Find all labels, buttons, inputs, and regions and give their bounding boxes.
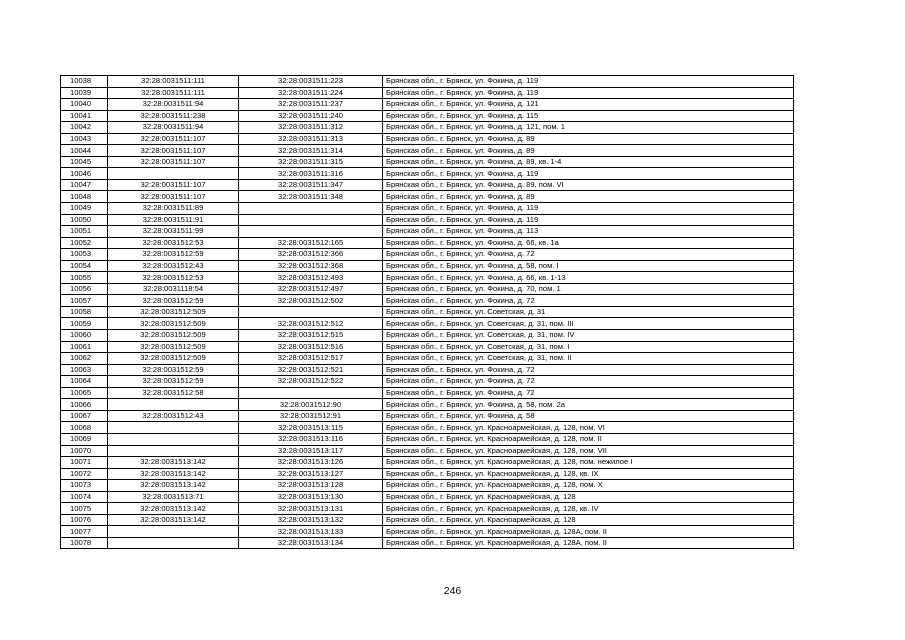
table-row bbox=[61, 364, 794, 376]
address-cell: Брянская обл., г. Брянск, ул. Фокина, д. 72 bbox=[383, 249, 794, 261]
address-cell: Брянская обл., г. Брянск, ул. Советская, д. 31, пом. I bbox=[383, 341, 794, 353]
row-number-cell: 10056 bbox=[61, 283, 108, 295]
object-number-cell: 32:28:0031511:224 bbox=[239, 87, 383, 99]
address-cell: Брянская обл., г. Брянск, ул. Фокина, д. 119 bbox=[383, 203, 794, 215]
object-number-cell: 32:28:0031513:130 bbox=[239, 491, 383, 503]
row-number-cell: 10038 bbox=[61, 76, 108, 88]
table-row bbox=[61, 387, 794, 399]
parcel-number-cell: 32:28:0031513:142 bbox=[108, 468, 239, 480]
table-row bbox=[61, 168, 794, 180]
object-number-cell: 32:28:0031511:237 bbox=[239, 99, 383, 111]
table-row bbox=[61, 179, 794, 191]
table-row bbox=[61, 491, 794, 503]
row-number-cell: 10057 bbox=[61, 295, 108, 307]
row-number-cell: 10073 bbox=[61, 480, 108, 492]
address-cell: Брянская обл., г. Брянск, ул. Красноармейская, д. 128 bbox=[383, 491, 794, 503]
object-number-cell: 32:28:0031511:315 bbox=[239, 156, 383, 168]
row-number-cell: 10058 bbox=[61, 306, 108, 318]
table-row bbox=[61, 122, 794, 134]
address-cell: Брянская обл., г. Брянск, ул. Фокина, д. 58, пом. I bbox=[383, 260, 794, 272]
row-number-cell: 10071 bbox=[61, 457, 108, 469]
address-cell: Брянская обл., г. Брянск, ул. Фокина, д. 121 bbox=[383, 99, 794, 111]
address-cell: Брянская обл., г. Брянск, ул. Красноармейская, д. 128 bbox=[383, 514, 794, 526]
cadastre-table bbox=[60, 75, 794, 549]
object-number-cell: 32:28:0031513:133 bbox=[239, 526, 383, 538]
address-cell: Брянская обл., г. Брянск, ул. Фокина, д. 66, кв. 1-13 bbox=[383, 272, 794, 284]
table-row bbox=[61, 214, 794, 226]
table-row bbox=[61, 249, 794, 261]
row-number-cell: 10048 bbox=[61, 191, 108, 203]
row-number-cell: 10039 bbox=[61, 87, 108, 99]
object-number-cell: 32:28:0031512:522 bbox=[239, 376, 383, 388]
table-row bbox=[61, 330, 794, 342]
parcel-number-cell: 32:28:0031512:59 bbox=[108, 295, 239, 307]
table-row bbox=[61, 526, 794, 538]
parcel-number-cell bbox=[108, 422, 239, 434]
address-cell: Брянская обл., г. Брянск, ул. Красноармейская, д. 128, пом. X bbox=[383, 480, 794, 492]
object-number-cell: 32:28:0031512:366 bbox=[239, 249, 383, 261]
object-number-cell: 32:28:0031511:348 bbox=[239, 191, 383, 203]
table-row bbox=[61, 237, 794, 249]
parcel-number-cell: 32:28:0031512:59 bbox=[108, 364, 239, 376]
row-number-cell: 10040 bbox=[61, 99, 108, 111]
object-number-cell bbox=[239, 226, 383, 238]
address-cell: Брянская обл., г. Брянск, ул. Советская, д. 31, пом. IV bbox=[383, 330, 794, 342]
table-row bbox=[61, 514, 794, 526]
row-number-cell: 10069 bbox=[61, 433, 108, 445]
row-number-cell: 10046 bbox=[61, 168, 108, 180]
row-number-cell: 10065 bbox=[61, 387, 108, 399]
parcel-number-cell: 32:28:0031511:94 bbox=[108, 122, 239, 134]
row-number-cell: 10041 bbox=[61, 110, 108, 122]
parcel-number-cell: 32:28:0031511:89 bbox=[108, 203, 239, 215]
row-number-cell: 10075 bbox=[61, 503, 108, 515]
row-number-cell: 10047 bbox=[61, 179, 108, 191]
row-number-cell: 10049 bbox=[61, 203, 108, 215]
table-row bbox=[61, 353, 794, 365]
address-cell: Брянская обл., г. Брянск, ул. Красноармейская, д. 128, пом. VII bbox=[383, 445, 794, 457]
parcel-number-cell: 32:28:0031512:509 bbox=[108, 306, 239, 318]
row-number-cell: 10064 bbox=[61, 376, 108, 388]
parcel-number-cell: 32:28:0031513:71 bbox=[108, 491, 239, 503]
row-number-cell: 10054 bbox=[61, 260, 108, 272]
object-number-cell: 32:28:0031513:128 bbox=[239, 480, 383, 492]
object-number-cell: 32:28:0031511:240 bbox=[239, 110, 383, 122]
parcel-number-cell: 32:28:0031512:509 bbox=[108, 341, 239, 353]
parcel-number-cell bbox=[108, 433, 239, 445]
table-row bbox=[61, 260, 794, 272]
object-number-cell: 32:28:0031512:165 bbox=[239, 237, 383, 249]
object-number-cell bbox=[239, 387, 383, 399]
object-number-cell: 32:28:0031511:313 bbox=[239, 133, 383, 145]
row-number-cell: 10045 bbox=[61, 156, 108, 168]
address-cell: Брянская обл., г. Брянск, ул. Красноармейская, д. 128, пом. VI bbox=[383, 422, 794, 434]
object-number-cell: 32:28:0031512:90 bbox=[239, 399, 383, 411]
parcel-number-cell: 32:28:0031511:107 bbox=[108, 145, 239, 157]
parcel-number-cell: 32:28:0031512:509 bbox=[108, 318, 239, 330]
parcel-number-cell: 32:28:0031118:54 bbox=[108, 283, 239, 295]
object-number-cell: 32:28:0031512:517 bbox=[239, 353, 383, 365]
row-number-cell: 10078 bbox=[61, 537, 108, 549]
object-number-cell: 32:28:0031512:502 bbox=[239, 295, 383, 307]
object-number-cell: 32:28:0031512:368 bbox=[239, 260, 383, 272]
address-cell: Брянская обл., г. Брянск, ул. Советская, д. 31, пом. III bbox=[383, 318, 794, 330]
address-cell: Брянская обл., г. Брянск, ул. Фокина, д. 58, пом. 2а bbox=[383, 399, 794, 411]
parcel-number-cell: 32:28:0031511:107 bbox=[108, 191, 239, 203]
address-cell: Брянская обл., г. Брянск, ул. Советская, д. 31, пом. II bbox=[383, 353, 794, 365]
table-row bbox=[61, 468, 794, 480]
row-number-cell: 10042 bbox=[61, 122, 108, 134]
row-number-cell: 10070 bbox=[61, 445, 108, 457]
object-number-cell: 32:28:0031511:347 bbox=[239, 179, 383, 191]
parcel-number-cell: 32:28:0031513:142 bbox=[108, 503, 239, 515]
object-number-cell bbox=[239, 214, 383, 226]
row-number-cell: 10067 bbox=[61, 410, 108, 422]
table-row bbox=[61, 433, 794, 445]
object-number-cell: 32:28:0031511:314 bbox=[239, 145, 383, 157]
row-number-cell: 10043 bbox=[61, 133, 108, 145]
address-cell: Брянская обл., г. Брянск, ул. Фокина, д. 89 bbox=[383, 145, 794, 157]
table-row bbox=[61, 191, 794, 203]
address-cell: Брянская обл., г. Брянск, ул. Фокина, д. 72 bbox=[383, 364, 794, 376]
object-number-cell: 32:28:0031513:115 bbox=[239, 422, 383, 434]
parcel-number-cell bbox=[108, 537, 239, 549]
parcel-number-cell: 32:28:0031512:58 bbox=[108, 387, 239, 399]
address-cell: Брянская обл., г. Брянск, ул. Красноармейская, д. 128, кв. IV bbox=[383, 503, 794, 515]
object-number-cell: 32:28:0031513:117 bbox=[239, 445, 383, 457]
row-number-cell: 10060 bbox=[61, 330, 108, 342]
object-number-cell: 32:28:0031512:516 bbox=[239, 341, 383, 353]
address-cell: Брянская обл., г. Брянск, ул. Фокина, д. 119 bbox=[383, 168, 794, 180]
table-row bbox=[61, 76, 794, 88]
parcel-number-cell: 32:28:0031511:111 bbox=[108, 87, 239, 99]
address-cell: Брянская обл., г. Брянск, ул. Красноармейская, д. 128, кв. IX bbox=[383, 468, 794, 480]
parcel-number-cell: 32:28:0031512:53 bbox=[108, 237, 239, 249]
table-row bbox=[61, 203, 794, 215]
object-number-cell: 32:28:0031513:116 bbox=[239, 433, 383, 445]
object-number-cell bbox=[239, 306, 383, 318]
address-cell: Брянская обл., г. Брянск, ул. Фокина, д. 115 bbox=[383, 110, 794, 122]
table-row bbox=[61, 133, 794, 145]
address-cell: Брянская обл., г. Брянск, ул. Фокина, д. 121, пом. 1 bbox=[383, 122, 794, 134]
table-row bbox=[61, 145, 794, 157]
address-cell: Брянская обл., г. Брянск, ул. Фокина, д. 113 bbox=[383, 226, 794, 238]
address-cell: Брянская обл., г. Брянск, ул. Фокина, д. 119 bbox=[383, 214, 794, 226]
object-number-cell: 32:28:0031512:91 bbox=[239, 410, 383, 422]
table-row bbox=[61, 226, 794, 238]
table-row bbox=[61, 422, 794, 434]
address-cell: Брянская обл., г. Брянск, ул. Фокина, д. 89, пом. VI bbox=[383, 179, 794, 191]
table-row bbox=[61, 87, 794, 99]
table-row bbox=[61, 457, 794, 469]
object-number-cell: 32:28:0031511:316 bbox=[239, 168, 383, 180]
row-number-cell: 10044 bbox=[61, 145, 108, 157]
address-cell: Брянская обл., г. Брянск, ул. Фокина, д. 89 bbox=[383, 133, 794, 145]
address-cell: Брянская обл., г. Брянск, ул. Красноармейская, д. 128А, пом. II bbox=[383, 537, 794, 549]
table-row bbox=[61, 295, 794, 307]
row-number-cell: 10062 bbox=[61, 353, 108, 365]
row-number-cell: 10055 bbox=[61, 272, 108, 284]
row-number-cell: 10063 bbox=[61, 364, 108, 376]
row-number-cell: 10068 bbox=[61, 422, 108, 434]
row-number-cell: 10072 bbox=[61, 468, 108, 480]
object-number-cell: 32:28:0031512:521 bbox=[239, 364, 383, 376]
object-number-cell: 32:28:0031513:131 bbox=[239, 503, 383, 515]
parcel-number-cell bbox=[108, 526, 239, 538]
row-number-cell: 10059 bbox=[61, 318, 108, 330]
address-cell: Брянская обл., г. Брянск, ул. Красноармейская, д. 128А, пом. II bbox=[383, 526, 794, 538]
table-row bbox=[61, 306, 794, 318]
parcel-number-cell: 32:28:0031511:107 bbox=[108, 156, 239, 168]
row-number-cell: 10051 bbox=[61, 226, 108, 238]
table-row bbox=[61, 410, 794, 422]
parcel-number-cell: 32:28:0031512:59 bbox=[108, 376, 239, 388]
parcel-number-cell: 32:28:0031513:142 bbox=[108, 457, 239, 469]
row-number-cell: 10050 bbox=[61, 214, 108, 226]
object-number-cell: 32:28:0031513:134 bbox=[239, 537, 383, 549]
table-row bbox=[61, 537, 794, 549]
object-number-cell: 32:28:0031512:493 bbox=[239, 272, 383, 284]
cadastre-table-body bbox=[61, 76, 794, 549]
table-row bbox=[61, 99, 794, 111]
address-cell: Брянская обл., г. Брянск, ул. Советская, д. 31 bbox=[383, 306, 794, 318]
parcel-number-cell: 32:28:0031511:107 bbox=[108, 133, 239, 145]
parcel-number-cell: 32:28:0031512:509 bbox=[108, 330, 239, 342]
table-row bbox=[61, 341, 794, 353]
row-number-cell: 10076 bbox=[61, 514, 108, 526]
parcel-number-cell: 32:28:0031511:91 bbox=[108, 214, 239, 226]
table-row bbox=[61, 503, 794, 515]
row-number-cell: 10052 bbox=[61, 237, 108, 249]
object-number-cell: 32:28:0031511:223 bbox=[239, 76, 383, 88]
table-row bbox=[61, 376, 794, 388]
row-number-cell: 10061 bbox=[61, 341, 108, 353]
parcel-number-cell: 32:28:0031513:142 bbox=[108, 480, 239, 492]
address-cell: Брянская обл., г. Брянск, ул. Фокина, д. 119 bbox=[383, 76, 794, 88]
parcel-number-cell: 32:28:0031511:107 bbox=[108, 179, 239, 191]
object-number-cell: 32:28:0031513:132 bbox=[239, 514, 383, 526]
address-cell: Брянская обл., г. Брянск, ул. Фокина, д. 89, кв. 1-4 bbox=[383, 156, 794, 168]
table-row bbox=[61, 318, 794, 330]
parcel-number-cell: 32:28:0031511:238 bbox=[108, 110, 239, 122]
address-cell: Брянская обл., г. Брянск, ул. Фокина, д. 66, кв. 1а bbox=[383, 237, 794, 249]
address-cell: Брянская обл., г. Брянск, ул. Фокина, д. 58 bbox=[383, 410, 794, 422]
table-row bbox=[61, 156, 794, 168]
table-row bbox=[61, 480, 794, 492]
address-cell: Брянская обл., г. Брянск, ул. Фокина, д. 89 bbox=[383, 191, 794, 203]
parcel-number-cell: 32:28:0031512:59 bbox=[108, 249, 239, 261]
row-number-cell: 10066 bbox=[61, 399, 108, 411]
table-row bbox=[61, 445, 794, 457]
address-cell: Брянская обл., г. Брянск, ул. Фокина, д. 119 bbox=[383, 87, 794, 99]
parcel-number-cell bbox=[108, 399, 239, 411]
address-cell: Брянская обл., г. Брянск, ул. Фокина, д. 72 bbox=[383, 376, 794, 388]
object-number-cell: 32:28:0031512:515 bbox=[239, 330, 383, 342]
object-number-cell: 32:28:0031513:126 bbox=[239, 457, 383, 469]
address-cell: Брянская обл., г. Брянск, ул. Красноармейская, д. 128, пом. II bbox=[383, 433, 794, 445]
parcel-number-cell bbox=[108, 445, 239, 457]
object-number-cell: 32:28:0031513:127 bbox=[239, 468, 383, 480]
parcel-number-cell: 32:28:0031512:509 bbox=[108, 353, 239, 365]
row-number-cell: 10077 bbox=[61, 526, 108, 538]
parcel-number-cell: 32:28:0031511:111 bbox=[108, 76, 239, 88]
address-cell: Брянская обл., г. Брянск, ул. Фокина, д. 72 bbox=[383, 387, 794, 399]
table-row bbox=[61, 272, 794, 284]
parcel-number-cell: 32:28:0031512:43 bbox=[108, 260, 239, 272]
address-cell: Брянская обл., г. Брянск, ул. Фокина, д. 70, пом. 1 bbox=[383, 283, 794, 295]
table-row bbox=[61, 399, 794, 411]
parcel-number-cell: 32:28:0031511:94 bbox=[108, 99, 239, 111]
parcel-number-cell: 32:28:0031512:53 bbox=[108, 272, 239, 284]
table-row bbox=[61, 110, 794, 122]
address-cell: Брянская обл., г. Брянск, ул. Фокина, д. 72 bbox=[383, 295, 794, 307]
object-number-cell: 32:28:0031512:497 bbox=[239, 283, 383, 295]
address-cell: Брянская обл., г. Брянск, ул. Красноармейская, д. 128, пом. нежилое I bbox=[383, 457, 794, 469]
page-number: 246 bbox=[443, 585, 462, 597]
parcel-number-cell: 32:28:0031511:99 bbox=[108, 226, 239, 238]
object-number-cell: 32:28:0031511:312 bbox=[239, 122, 383, 134]
table-row bbox=[61, 283, 794, 295]
parcel-number-cell bbox=[108, 168, 239, 180]
row-number-cell: 10074 bbox=[61, 491, 108, 503]
object-number-cell bbox=[239, 203, 383, 215]
row-number-cell: 10053 bbox=[61, 249, 108, 261]
object-number-cell: 32:28:0031512:512 bbox=[239, 318, 383, 330]
parcel-number-cell: 32:28:0031513:142 bbox=[108, 514, 239, 526]
parcel-number-cell: 32:28:0031512:43 bbox=[108, 410, 239, 422]
